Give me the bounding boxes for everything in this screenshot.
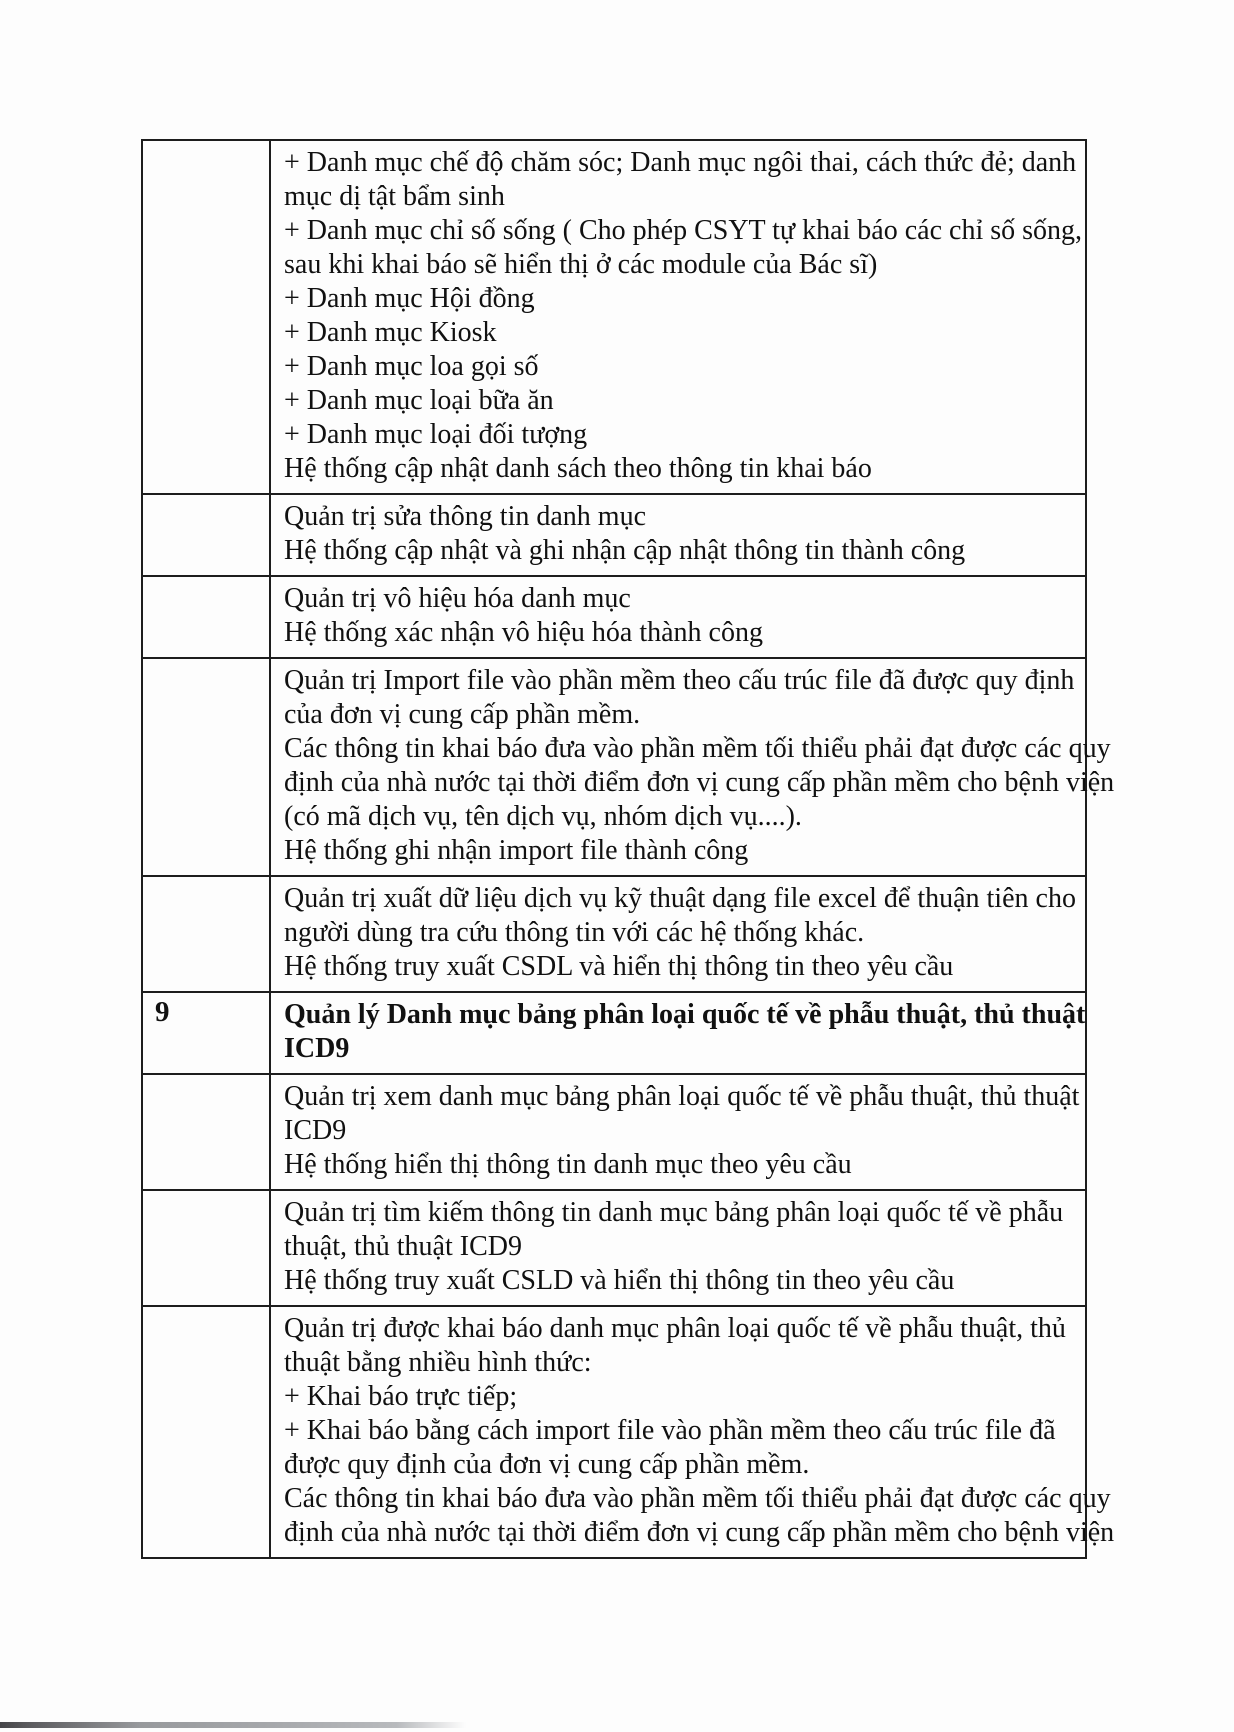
content-line: của đơn vị cung cấp phần mềm.	[284, 699, 641, 730]
row-number-cell	[142, 1190, 270, 1306]
table-row	[142, 1190, 1086, 1306]
content-line: ICD9	[284, 1033, 350, 1064]
content-line: Các thông tin khai báo đưa vào phần mềm tối thiểu phải đạt được các quy	[284, 1483, 1111, 1514]
table-row	[142, 576, 1086, 658]
content-line: Hệ thống truy xuất CSLD và hiển thị thông tin theo yêu cầu	[284, 1265, 955, 1296]
content-line: Quản trị tìm kiếm thông tin danh mục bảng phân loại quốc tế về phẫu	[284, 1197, 1064, 1228]
row-number-cell	[142, 1306, 270, 1558]
requirements-table	[141, 139, 1115, 1559]
table-body	[142, 140, 1115, 1558]
row-content-cell	[270, 1074, 1086, 1190]
content-line: Quản trị sửa thông tin danh mục	[284, 501, 647, 532]
content-line: thuật, thủ thuật ICD9	[284, 1231, 522, 1262]
content-line: Hệ thống cập nhật và ghi nhận cập nhật thông tin thành công	[284, 535, 966, 566]
content-line: Quản trị Import file vào phần mềm theo cấu trúc file đã được quy định	[284, 665, 1075, 696]
table-row	[142, 1074, 1086, 1190]
content-line: được quy định của đơn vị cung cấp phần mềm.	[284, 1449, 810, 1480]
row-number-cell	[142, 992, 270, 1074]
content-line: mục dị tật bẩm sinh	[284, 181, 505, 212]
content-line: người dùng tra cứu thông tin với các hệ thống khác.	[284, 917, 865, 948]
content-line: thuật bằng nhiều hình thức:	[284, 1347, 592, 1378]
row-content-cell	[270, 992, 1086, 1074]
row-number-cell	[142, 494, 270, 576]
content-line: Hệ thống hiển thị thông tin danh mục theo yêu cầu	[284, 1149, 852, 1180]
row-content-cell	[270, 576, 1086, 658]
content-line: định của nhà nước tại thời điểm đơn vị cung cấp phần mềm cho bệnh viện	[284, 767, 1115, 798]
scan-artifact-bottom	[0, 1722, 466, 1728]
content-line: Quản trị xem danh mục bảng phân loại quốc tế về phẫu thuật, thủ thuật	[284, 1081, 1080, 1112]
content-line: + Danh mục Hội đồng	[284, 283, 535, 314]
row-content-cell	[270, 658, 1115, 876]
content-line: Hệ thống xác nhận vô hiệu hóa thành công	[284, 617, 763, 648]
table-row	[142, 658, 1086, 876]
content-line: Hệ thống ghi nhận import file thành công	[284, 835, 749, 866]
content-line: + Danh mục chỉ số sống ( Cho phép CSYT tự khai báo các chỉ số sống,	[284, 215, 1083, 246]
row-number-cell	[142, 658, 270, 876]
table-row	[142, 494, 1086, 576]
row-number-cell	[142, 876, 270, 992]
row-number-cell	[142, 576, 270, 658]
content-line: Quản trị được khai báo danh mục phân loại quốc tế về phẫu thuật, thủ	[284, 1313, 1066, 1344]
row-number-cell	[142, 1074, 270, 1190]
content-line: + Danh mục Kiosk	[284, 317, 497, 348]
row-content-cell	[270, 876, 1086, 992]
content-line: Quản trị xuất dữ liệu dịch vụ kỹ thuật dạng file excel để thuận tiên cho	[284, 883, 1076, 914]
row-number: 9	[155, 996, 170, 1028]
content-line: Quản trị vô hiệu hóa danh mục	[284, 583, 631, 614]
content-line: Các thông tin khai báo đưa vào phần mềm tối thiểu phải đạt được các quy	[284, 733, 1111, 764]
content-line: Hệ thống cập nhật danh sách theo thông tin khai báo	[284, 453, 872, 484]
table-row	[142, 140, 1086, 494]
row-content-cell	[270, 140, 1086, 494]
content-line: Hệ thống truy xuất CSDL và hiển thị thông tin theo yêu cầu	[284, 951, 954, 982]
content-line: định của nhà nước tại thời điểm đơn vị cung cấp phần mềm cho bệnh viện	[284, 1517, 1115, 1548]
content-line: + Danh mục loa gọi số	[284, 351, 539, 382]
row-content-cell	[270, 1190, 1086, 1306]
row-number-cell	[142, 140, 270, 494]
content-line: Quản lý Danh mục bảng phân loại quốc tế về phẫu thuật, thủ thuật	[284, 999, 1086, 1030]
content-line: (có mã dịch vụ, tên dịch vụ, nhóm dịch vụ....).	[284, 801, 802, 832]
content-line: sau khi khai báo sẽ hiển thị ở các module của Bác sĩ)	[284, 249, 878, 280]
content-line: + Danh mục loại bữa ăn	[284, 385, 554, 416]
content-line: + Khai báo bằng cách import file vào phần mềm theo cấu trúc file đã	[284, 1415, 1056, 1446]
content-line: + Danh mục chế độ chăm sóc; Danh mục ngôi thai, cách thức đẻ; danh	[284, 147, 1077, 178]
content-line: ICD9	[284, 1115, 347, 1146]
content-line: + Khai báo trực tiếp;	[284, 1381, 518, 1412]
content-line: + Danh mục loại đối tượng	[284, 419, 588, 450]
row-content-cell	[270, 1306, 1115, 1558]
table-row	[142, 1306, 1086, 1558]
table-row	[142, 876, 1086, 992]
table-row	[142, 992, 1086, 1074]
row-content-cell	[270, 494, 1086, 576]
